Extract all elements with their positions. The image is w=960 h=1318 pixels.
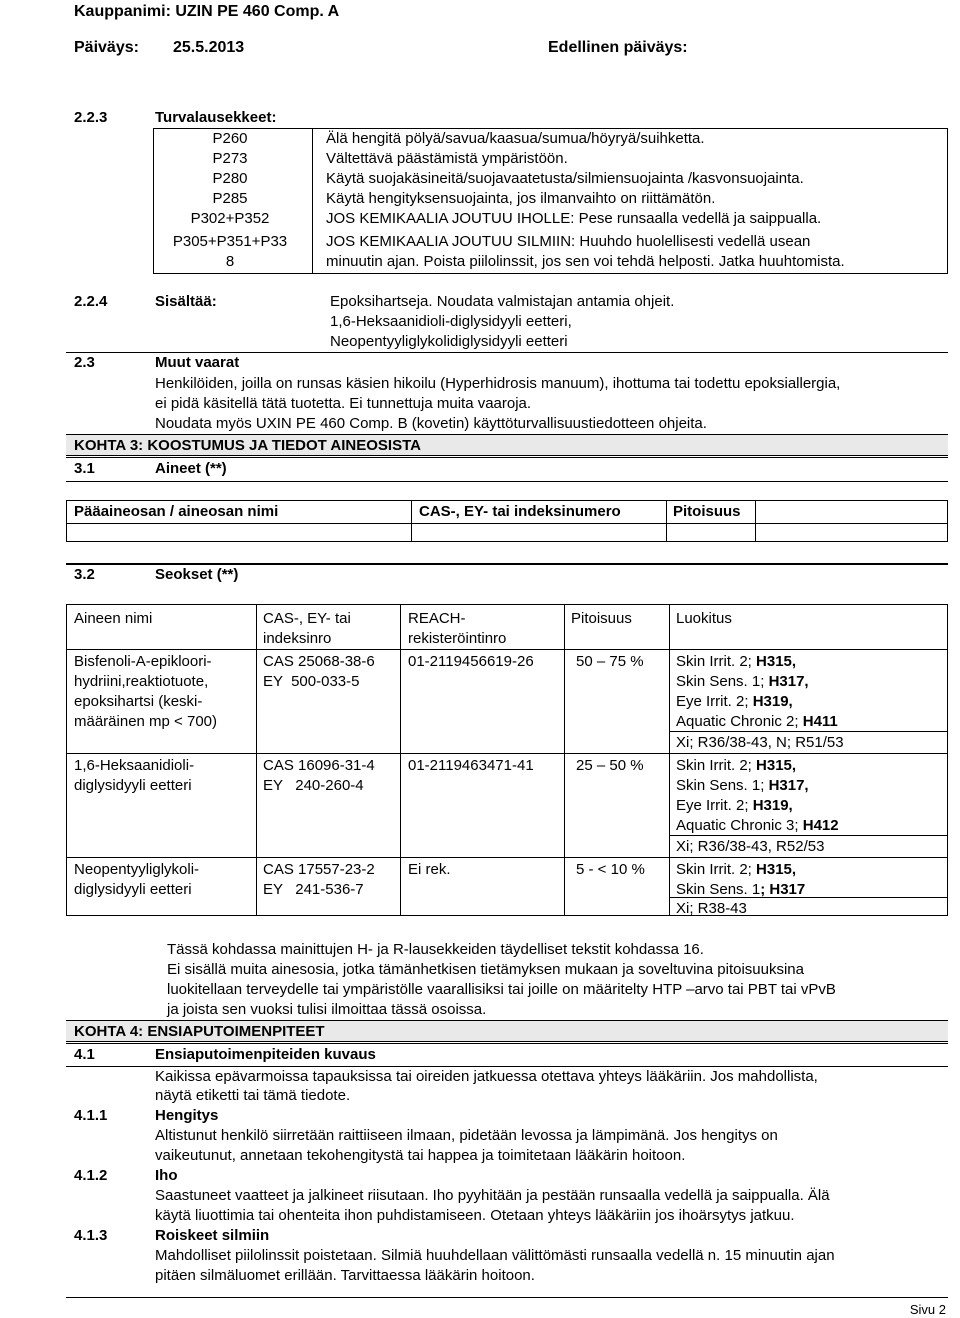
paragraph-line: Saastuneet vaatteet ja jalkineet riisutaan. Iho pyyhitään ja pestään runsaalla vedellä ja saippualla. Älä [155, 1187, 830, 1204]
section-title: Iho [155, 1167, 178, 1184]
cas-number: CAS 17557-23-2 [263, 861, 375, 878]
date-value: 25.5.2013 [173, 39, 245, 56]
hazard-code: H411 [802, 713, 838, 730]
concentration: 50 – 75 % [576, 653, 644, 670]
table-row-divider [67, 753, 947, 754]
table-row [154, 169, 947, 189]
substance-name: diglysidyyli eetteri [74, 777, 192, 794]
classification-text: Eye Irrit. 2; [676, 797, 753, 814]
hazard-text: ei pidä käsitellä tätä tuotetta. Ei tunnettuja muita vaaroja. [155, 395, 532, 412]
note-text: Ei sisällä muita ainesosia, jotka tämänhetkisen tietämyksen mukaan ja soveltuvina pitoisuuksina [167, 961, 804, 978]
precaution-code: P285 [212, 190, 248, 207]
substance-name: hydriini,reaktiotuote, [74, 673, 209, 690]
section-number: 2.3 [74, 354, 95, 371]
table-col-divider [755, 501, 756, 541]
divider [66, 457, 948, 458]
hazard-text: Henkilöiden, joilla on runsas käsien hikoilu (Hyperhidrosis manuum), ihottuma tai todettu epoksiallergia, [155, 375, 841, 392]
section-heading: KOHTA 4: ENSIAPUTOIMENPITEET [74, 1023, 325, 1040]
column-header: CAS-, EY- tai [263, 610, 351, 627]
paragraph-line: Mahdolliset piilolinssit poistetaan. Silmiä huuhdellaan välittömästi runsaalla vedellä n. 15 minuutin ajan [155, 1247, 835, 1264]
section-number: 2.2.3 [74, 109, 108, 126]
note-text: ja joista sen vuoksi tulisi ilmoittaa tässä osoissa. [167, 1001, 487, 1018]
hazard-code: H319, [752, 693, 793, 710]
substance-name: Bisfenoli-A-epikloori- [74, 653, 212, 670]
table-col-divider [256, 605, 257, 915]
table-row [154, 129, 947, 149]
hazard-code: H319, [752, 797, 793, 814]
section-heading: KOHTA 3: KOOSTUMUS JA TIEDOT AINEOSISTA [74, 437, 421, 454]
classification-text: Skin Irrit. 2; [676, 757, 757, 774]
table-col-divider [400, 605, 401, 915]
contains-text: Epoksihartseja. Noudata valmistajan antamia ohjeit. [330, 293, 675, 310]
hazard-code: H317, [768, 777, 809, 794]
table-col-divider [669, 605, 670, 915]
paragraph-line: Kaikissa epävarmoissa tapauksissa tai oireiden jatkuessa otettava yhteys lääkäriin. Jos mahdollista, [155, 1068, 818, 1085]
classification [676, 860, 796, 880]
previous-date-label: Edellinen päiväys: [548, 39, 688, 56]
precaution-text: Käytä suojakäsineitä/suojavaatetusta/silmiensuojainta /kasvonsuojainta. [326, 170, 804, 187]
section-number: 4.1.2 [74, 1167, 108, 1184]
note-text: luokitellaan terveydelle tai ympäristölle vaarallisiksi tai joille on määritelty HTP –arvo tai PBT tai vPvB [167, 981, 836, 998]
paragraph-line: pitäen silmäluomet erillään. Tarvittaessa lääkärin hoitoon. [155, 1267, 535, 1284]
table-row [154, 232, 947, 252]
classification-text: Skin Irrit. 2; [676, 653, 757, 670]
table-col-divider [411, 501, 412, 541]
substance-table [66, 500, 948, 542]
section-number: 4.1.3 [74, 1227, 108, 1244]
section-title: Turvalausekkeet: [155, 109, 277, 126]
classification [676, 796, 793, 816]
classification [676, 776, 809, 796]
classification-text: Skin Sens. 1 [676, 881, 761, 898]
column-header: Aineen nimi [74, 610, 153, 627]
precaution-text: Käytä hengityksensuojainta, jos ilmanvaihto on riittämätön. [326, 190, 716, 207]
column-header: rekisteröintinro [408, 630, 507, 647]
column-header: Pääaineosan / aineosan nimi [74, 503, 279, 520]
paragraph-line: Altistunut henkilö siirretään raittiiseen ilmaan, pidetään levossa ja lämpimänä. Jos hengitys on [155, 1127, 778, 1144]
reach-number: 01-2119463471-41 [408, 757, 534, 774]
footer-divider [66, 1297, 948, 1298]
substance-name: määräinen mp < 700) [74, 713, 217, 730]
substance-name: 1,6-Heksaanidioli- [74, 757, 195, 774]
paragraph-line: näytä etiketti tai tämä tiedote. [155, 1087, 351, 1104]
ec-number: EY 241-536-7 [263, 881, 364, 898]
paragraph-line: vaikeutunut, annetaan tekohengitystä tai happea ja toimitetaan lääkärin hoitoon. [155, 1147, 686, 1164]
column-header: Pitoisuus [673, 503, 741, 520]
column-header: Pitoisuus [571, 610, 632, 627]
classification [676, 733, 844, 753]
classification-text: Aquatic Chronic 3; [676, 817, 803, 834]
classification-text: Xi; R36/38-43, N; R51/53 [676, 734, 844, 751]
section-number: 2.2.4 [74, 293, 108, 310]
contains-text: 1,6-Heksaanidioli-diglysidyyli eetteri, [330, 313, 572, 330]
precaution-code: P260 [212, 130, 248, 147]
concentration: 25 – 50 % [576, 757, 644, 774]
table-row [154, 189, 947, 209]
precaution-text: Älä hengitä pölyä/savua/kaasua/sumua/höyryä/suihketta. [326, 130, 705, 147]
section-title: Ensiaputoimenpiteiden kuvaus [155, 1046, 376, 1063]
classification-text: Xi; R36/38-43, R52/53 [676, 838, 825, 855]
ec-number: EY 500-033-5 [263, 673, 360, 690]
classification-text: Skin Sens. 1; [676, 777, 769, 794]
classification [676, 837, 824, 857]
substance-name: Neopentyyliglykoli- [74, 861, 200, 878]
cas-number: CAS 16096-31-4 [263, 757, 375, 774]
precaution-table [153, 128, 948, 274]
column-header: REACH- [408, 610, 466, 627]
classification [676, 880, 805, 900]
section-number: 3.1 [74, 460, 95, 477]
note-text: Tässä kohdassa mainittujen H- ja R-lausekkeiden täydelliset tekstit kohdassa 16. [167, 941, 704, 958]
classification [676, 756, 796, 776]
substance-name: diglysidyyli eetteri [74, 881, 192, 898]
classification [676, 692, 793, 712]
divider [66, 1043, 948, 1044]
precaution-text: Vältettävä päästämistä ympäristöön. [326, 150, 568, 167]
hazard-code: H315, [756, 861, 797, 878]
classification-text: Aquatic Chronic 2; [676, 713, 803, 730]
classification [676, 816, 839, 836]
classification [676, 652, 796, 672]
section-number: 3.2 [74, 566, 95, 583]
hazard-code: H317, [768, 673, 809, 690]
ec-number: EY 240-260-4 [263, 777, 364, 794]
hazard-text: Noudata myös UXIN PE 460 Comp. B (kovetin) käyttöturvallisuustiedotteen ohjeita. [155, 415, 707, 432]
section-number: 4.1.1 [74, 1107, 108, 1124]
hazard-code: H412 [802, 817, 839, 834]
section-title: Sisältää: [155, 293, 217, 310]
table-row [154, 149, 947, 169]
hazard-code: H315, [756, 653, 797, 670]
section-title: Hengitys [155, 1107, 219, 1124]
reach-number: Ei rek. [408, 861, 451, 878]
contains-text: Neopentyyliglykolidiglysidyyli eetteri [330, 333, 568, 350]
divider [66, 481, 948, 482]
table-row [154, 209, 947, 229]
section-title: Seokset (**) [155, 566, 239, 583]
column-header: CAS-, EY- tai indeksinumero [419, 503, 621, 520]
precaution-code: P273 [212, 150, 248, 167]
paragraph-line: käytä liuottimia tai ohenteita ihon puhdistamiseen. Otetaan yhteys lääkäriin jos ihoärsytys jatkuu. [155, 1207, 795, 1224]
precaution-code: P302+P352 [190, 210, 270, 227]
classification-text: Eye Irrit. 2; [676, 693, 753, 710]
date-label: Päiväys: [74, 39, 139, 56]
reach-number: 01-2119456619-26 [408, 653, 534, 670]
hazard-code: ; H317 [760, 881, 806, 898]
precaution-text: JOS KEMIKAALIA JOUTUU IHOLLE: Pese runsaalla vedellä ja saippualla. [326, 210, 822, 227]
table-row-divider [67, 649, 947, 650]
table-col-divider [564, 605, 565, 915]
precaution-text: minuutin ajan. Poista piilolinssit, jos sen voi tehdä helposti. Jatka huuhtomista. [326, 253, 845, 270]
table-row-divider [67, 857, 947, 858]
classification [676, 899, 747, 919]
precaution-code: P280 [212, 170, 248, 187]
table-row [154, 252, 947, 272]
classification [676, 712, 838, 732]
table-col-divider [666, 501, 667, 541]
classification [676, 672, 809, 692]
classification-text: Skin Irrit. 2; [676, 861, 757, 878]
substance-name: epoksihartsi (keski- [74, 693, 203, 710]
classification-text: Xi; R38-43 [676, 900, 747, 917]
classification-text: Skin Sens. 1; [676, 673, 769, 690]
product-name: Kauppanimi: UZIN PE 460 Comp. A [74, 3, 340, 20]
section-title: Aineet (**) [155, 460, 227, 477]
page-number: Sivu 2 [909, 1302, 946, 1317]
precaution-text: JOS KEMIKAALIA JOUTUU SILMIIN: Huuhdo huolellisesti vedellä usean [326, 233, 811, 250]
hazard-code: H315, [756, 757, 797, 774]
precaution-code: 8 [225, 253, 235, 270]
section-title: Muut vaarat [155, 354, 240, 371]
table-row-divider [67, 523, 947, 524]
column-header: indeksinro [263, 630, 332, 647]
mixture-table [66, 604, 948, 916]
precaution-code: P305+P351+P33 [172, 233, 288, 250]
section-title: Roiskeet silmiin [155, 1227, 270, 1244]
section-number: 4.1 [74, 1046, 95, 1063]
concentration: 5 - < 10 % [576, 861, 645, 878]
cas-number: CAS 25068-38-6 [263, 653, 375, 670]
column-header: Luokitus [676, 610, 732, 627]
